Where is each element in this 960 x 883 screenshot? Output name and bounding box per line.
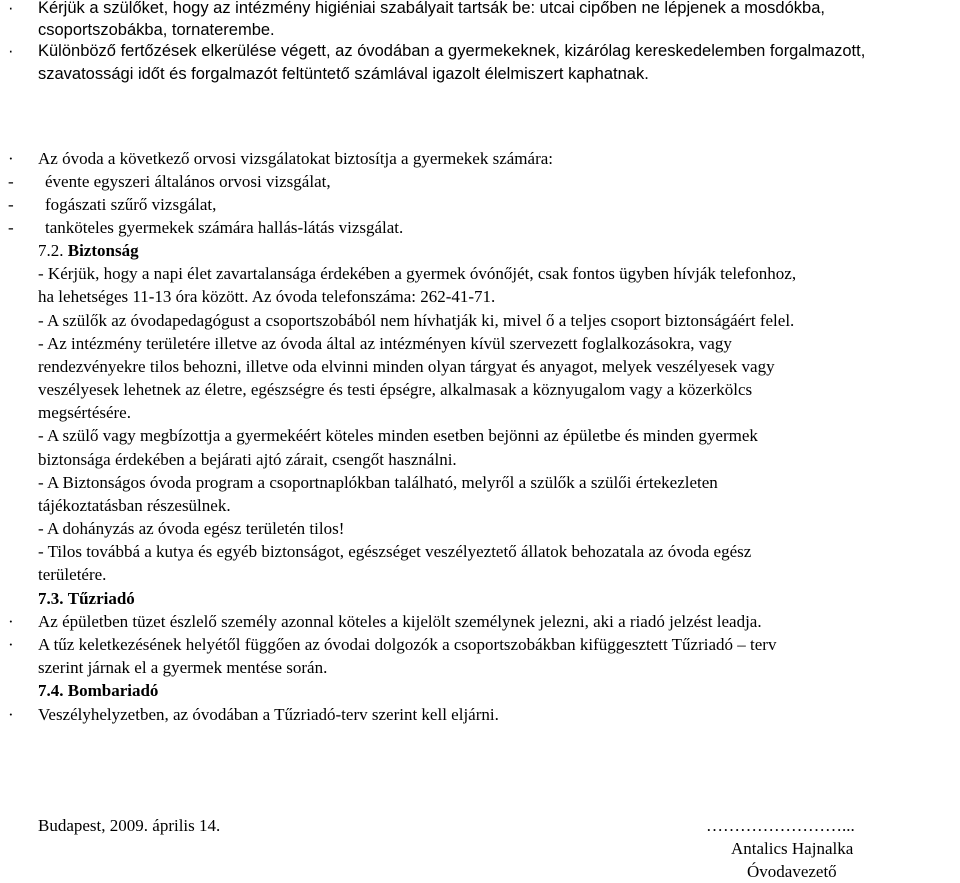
section-number: 7.2.	[38, 241, 64, 260]
section-heading-fire	[38, 588, 135, 610]
fire-line: A tűz keletkezésének helyétől függően az óvodai dolgozók a csoportszobákban kifüggesztett Tűzriadó – terv	[38, 635, 777, 654]
safety-line: - A szülők az óvodapedagógust a csoportszobából nem hívhatják ki, mivel ő a teljes csoport biztonságáért felel.	[38, 311, 795, 330]
safety-line: - A Biztonságos óvoda program a csoportnaplókban található, melyről a szülők a szülői értekezleten	[38, 473, 718, 492]
safety-line: - Az intézmény területére illetve az óvoda által az intézményen kívül szervezett foglalkozásokra, vagy	[38, 334, 732, 353]
safety-line: biztonsága érdekében a bejárati ajtó zárait, csengőt használni.	[38, 450, 457, 469]
section-title: Bombariadó	[67, 681, 159, 700]
safety-line: veszélyesek lehetnek az életre, egészségre és testi épségre, alkalmasak a köznyugalom vagy a közerkölcs	[38, 380, 753, 399]
safety-line: - Tilos továbbá a kutya és egyéb biztonságot, egészséget veszélyeztető állatok behozatala az óvoda egész	[38, 542, 752, 561]
signature-line: ……………………...	[706, 816, 855, 835]
fire-line: Az épületben tüzet észlelő személy azonnal köteles a kijelölt személynek jelezni, aki a riadó jelzést leadja.	[38, 612, 762, 631]
bullet-marker: ·	[8, 42, 14, 60]
safety-line: területére.	[38, 565, 107, 584]
fire-line: szerint járnak el a gyermek mentése során.	[38, 658, 328, 677]
safety-line: megsértésére.	[38, 403, 131, 422]
safety-line: tájékoztatásban részesülnek.	[38, 496, 231, 515]
medical-intro: Az óvoda a következő orvosi vizsgálatokat biztosítja a gyermekek számára:	[38, 149, 554, 168]
dash-marker: -	[8, 195, 14, 214]
signer-name: Antalics Hajnalka	[731, 839, 854, 858]
bullet-marker: ·	[8, 612, 14, 631]
place-date: Budapest, 2009. április 14.	[38, 816, 221, 835]
safety-line: rendezvényekre tilos behozni, illetve oda elvinni minden olyan tárgyat és anyagot, melyek veszélyesek vagy	[38, 357, 775, 376]
medical-item: évente egyszeri általános orvosi vizsgálat,	[45, 172, 331, 191]
medical-item: fogászati szűrő vizsgálat,	[45, 195, 217, 214]
bullet-marker: ·	[8, 705, 14, 724]
section-heading-bomb	[38, 680, 158, 702]
safety-line: - Kérjük, hogy a napi élet zavartalansága érdekében a gyermek óvónőjét, csak fontos ügyben hívják telefonhoz,	[38, 264, 797, 283]
bullet-marker: ·	[8, 635, 14, 654]
signer-role: Óvodavezető	[747, 862, 837, 881]
section-heading-safety	[38, 240, 139, 262]
safety-line: - A szülő vagy megbízottja a gyermekéért köteles minden esetben bejönni az épületbe és minden gyermek	[38, 426, 758, 445]
section-title: Biztonság	[67, 241, 139, 260]
paragraph-line: csoportszobákba, tornaterembe.	[38, 21, 275, 39]
bullet-marker: ·	[8, 149, 14, 168]
paragraph-line: Különböző fertőzések elkerülése végett, az óvodában a gyermekeknek, kizárólag kereskedelemben forgalmazott,	[38, 42, 866, 60]
section-number: 7.3.	[38, 589, 64, 608]
bullet-marker: ·	[8, 0, 14, 17]
safety-line: - A dohányzás az óvoda egész területén tilos!	[38, 519, 345, 538]
safety-line: ha lehetséges 11-13 óra között. Az óvoda telefonszáma: 262-41-71.	[38, 287, 496, 306]
section-title: Tűzriadó	[67, 589, 135, 608]
bomb-line: Veszélyhelyzetben, az óvodában a Tűzriadó-terv szerint kell eljárni.	[38, 705, 499, 724]
paragraph-line: szavatossági időt és forgalmazót feltüntető számlával igazolt élelmiszert kaphatnak.	[38, 65, 649, 83]
dash-marker: -	[8, 172, 14, 191]
dash-marker: -	[8, 218, 14, 237]
section-number: 7.4.	[38, 681, 64, 700]
paragraph-line: Kérjük a szülőket, hogy az intézmény higiéniai szabályait tartsák be: utcai cipőben ne lépjenek a mosdókba,	[38, 0, 825, 17]
medical-item: tanköteles gyermekek számára hallás-látás vizsgálat.	[45, 218, 404, 237]
